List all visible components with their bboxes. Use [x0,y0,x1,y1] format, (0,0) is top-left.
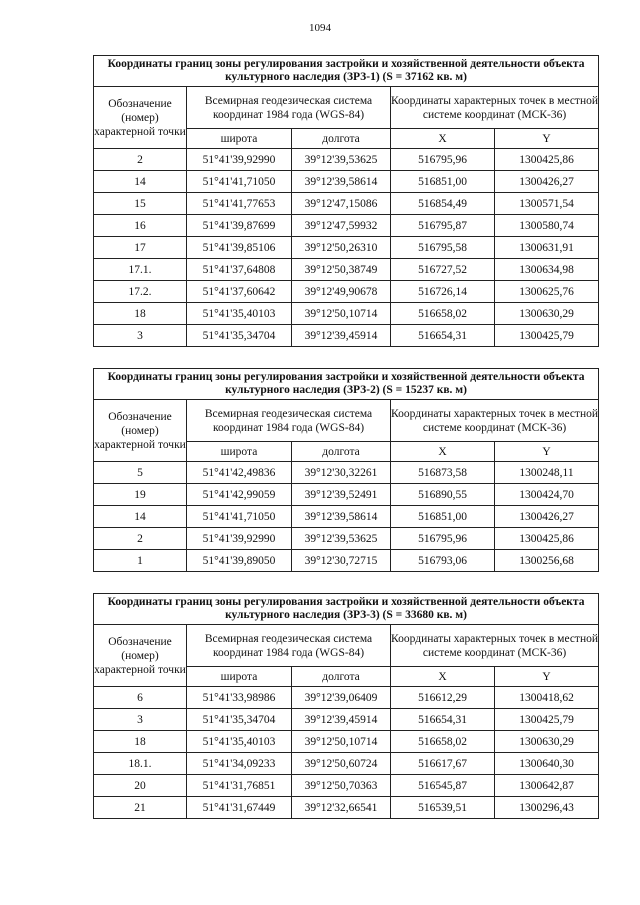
x-cell: 516854,49 [391,193,495,215]
table-row [94,303,599,325]
header-local-system: Координаты характерных точек в местной системе координат (МСК-36) [391,400,599,442]
table-row [94,797,599,819]
y-cell: 1300425,79 [495,709,599,731]
table-title: Координаты границ зоны регулирования застройки и хозяйственной деятельности объекта культурного наследия (ЗРЗ-3) (S = 33680 кв. м) [94,594,599,625]
y-cell: 1300571,54 [495,193,599,215]
x-cell: 516851,00 [391,171,495,193]
y-cell: 1300424,70 [495,484,599,506]
longitude-cell: 39°12'39,52491 [292,484,391,506]
table-row [94,687,599,709]
table-row [94,215,599,237]
x-cell: 516795,87 [391,215,495,237]
table-row [94,259,599,281]
latitude-cell: 51°41'35,40103 [187,303,292,325]
y-cell: 1300642,87 [495,775,599,797]
point-id-cell: 14 [94,171,187,193]
header-wgs84: Всемирная геодезическая система координат 1984 года (WGS-84) [187,87,391,129]
x-cell: 516658,02 [391,303,495,325]
latitude-cell: 51°41'39,92990 [187,149,292,171]
y-cell: 1300630,29 [495,731,599,753]
point-id-cell: 5 [94,462,187,484]
point-id-cell: 16 [94,215,187,237]
point-id-cell: 6 [94,687,187,709]
longitude-cell: 39°12'39,53625 [292,149,391,171]
x-cell: 516654,31 [391,709,495,731]
header-wgs84: Всемирная геодезическая система координат 1984 года (WGS-84) [187,400,391,442]
latitude-cell: 51°41'34,09233 [187,753,292,775]
latitude-cell: 51°41'35,40103 [187,731,292,753]
table-row [94,731,599,753]
header-longitude: долгота [292,129,391,149]
longitude-cell: 39°12'30,72715 [292,550,391,572]
x-cell: 516612,29 [391,687,495,709]
point-id-cell: 15 [94,193,187,215]
longitude-cell: 39°12'50,10714 [292,731,391,753]
table-row [94,281,599,303]
longitude-cell: 39°12'39,45914 [292,709,391,731]
table-row [94,462,599,484]
point-id-cell: 1 [94,550,187,572]
latitude-cell: 51°41'31,76851 [187,775,292,797]
table-title: Координаты границ зоны регулирования застройки и хозяйственной деятельности объекта культурного наследия (ЗРЗ-2) (S = 15237 кв. м) [94,369,599,400]
point-id-cell: 2 [94,149,187,171]
table-row [94,709,599,731]
header-latitude: широта [187,442,292,462]
header-x: X [391,129,495,149]
x-cell: 516726,14 [391,281,495,303]
x-cell: 516793,06 [391,550,495,572]
table-row [94,775,599,797]
table-row [94,484,599,506]
header-local-system: Координаты характерных точек в местной системе координат (МСК-36) [391,625,599,667]
x-cell: 516795,58 [391,237,495,259]
x-cell: 516545,87 [391,775,495,797]
table-row [94,550,599,572]
header-x: X [391,442,495,462]
y-cell: 1300426,27 [495,506,599,528]
header-y: Y [495,667,599,687]
point-id-cell: 19 [94,484,187,506]
x-cell: 516617,67 [391,753,495,775]
header-y: Y [495,442,599,462]
table-row [94,325,599,347]
table-row [94,149,599,171]
longitude-cell: 39°12'39,58614 [292,506,391,528]
coordinates-table-zrz-2 [93,368,599,572]
x-cell: 516795,96 [391,149,495,171]
point-id-cell: 17 [94,237,187,259]
page-number: 1094 [309,22,331,34]
longitude-cell: 39°12'32,66541 [292,797,391,819]
header-longitude: долгота [292,442,391,462]
table-row [94,237,599,259]
coordinates-table-zrz-3 [93,593,599,819]
longitude-cell: 39°12'47,59932 [292,215,391,237]
header-longitude: долгота [292,667,391,687]
latitude-cell: 51°41'41,77653 [187,193,292,215]
longitude-cell: 39°12'50,38749 [292,259,391,281]
table-title: Координаты границ зоны регулирования застройки и хозяйственной деятельности объекта культурного наследия (ЗРЗ-1) (S = 37162 кв. м) [94,56,599,87]
y-cell: 1300634,98 [495,259,599,281]
header-designation: Обозначение (номер) характерной точки [94,625,187,687]
x-cell: 516873,58 [391,462,495,484]
longitude-cell: 39°12'50,60724 [292,753,391,775]
latitude-cell: 51°41'35,34704 [187,325,292,347]
longitude-cell: 39°12'47,15086 [292,193,391,215]
y-cell: 1300418,62 [495,687,599,709]
y-cell: 1300425,86 [495,149,599,171]
point-id-cell: 3 [94,325,187,347]
longitude-cell: 39°12'39,58614 [292,171,391,193]
point-id-cell: 14 [94,506,187,528]
x-cell: 516658,02 [391,731,495,753]
table-row [94,193,599,215]
longitude-cell: 39°12'50,70363 [292,775,391,797]
header-latitude: широта [187,667,292,687]
x-cell: 516539,51 [391,797,495,819]
header-latitude: широта [187,129,292,149]
longitude-cell: 39°12'30,32261 [292,462,391,484]
point-id-cell: 21 [94,797,187,819]
point-id-cell: 18.1. [94,753,187,775]
point-id-cell: 18 [94,731,187,753]
longitude-cell: 39°12'39,06409 [292,687,391,709]
latitude-cell: 51°41'37,60642 [187,281,292,303]
point-id-cell: 18 [94,303,187,325]
table-row [94,506,599,528]
y-cell: 1300256,68 [495,550,599,572]
y-cell: 1300426,27 [495,171,599,193]
x-cell: 516727,52 [391,259,495,281]
latitude-cell: 51°41'31,67449 [187,797,292,819]
table-row [94,171,599,193]
y-cell: 1300625,76 [495,281,599,303]
table-row [94,753,599,775]
y-cell: 1300631,91 [495,237,599,259]
latitude-cell: 51°41'42,99059 [187,484,292,506]
table-row [94,528,599,550]
y-cell: 1300296,43 [495,797,599,819]
header-x: X [391,667,495,687]
x-cell: 516851,00 [391,506,495,528]
point-id-cell: 3 [94,709,187,731]
latitude-cell: 51°41'41,71050 [187,171,292,193]
longitude-cell: 39°12'39,45914 [292,325,391,347]
x-cell: 516654,31 [391,325,495,347]
y-cell: 1300640,30 [495,753,599,775]
longitude-cell: 39°12'39,53625 [292,528,391,550]
y-cell: 1300580,74 [495,215,599,237]
point-id-cell: 20 [94,775,187,797]
latitude-cell: 51°41'33,98986 [187,687,292,709]
y-cell: 1300425,86 [495,528,599,550]
x-cell: 516795,96 [391,528,495,550]
point-id-cell: 17.2. [94,281,187,303]
x-cell: 516890,55 [391,484,495,506]
latitude-cell: 51°41'42,49836 [187,462,292,484]
latitude-cell: 51°41'41,71050 [187,506,292,528]
latitude-cell: 51°41'39,87699 [187,215,292,237]
header-local-system: Координаты характерных точек в местной системе координат (МСК-36) [391,87,599,129]
header-designation: Обозначение (номер) характерной точки [94,87,187,149]
latitude-cell: 51°41'39,85106 [187,237,292,259]
header-wgs84: Всемирная геодезическая система координат 1984 года (WGS-84) [187,625,391,667]
latitude-cell: 51°41'39,92990 [187,528,292,550]
coordinates-table-zrz-1 [93,55,599,347]
y-cell: 1300630,29 [495,303,599,325]
latitude-cell: 51°41'39,89050 [187,550,292,572]
latitude-cell: 51°41'37,64808 [187,259,292,281]
longitude-cell: 39°12'49,90678 [292,281,391,303]
point-id-cell: 2 [94,528,187,550]
header-designation: Обозначение (номер) характерной точки [94,400,187,462]
y-cell: 1300425,79 [495,325,599,347]
longitude-cell: 39°12'50,10714 [292,303,391,325]
y-cell: 1300248,11 [495,462,599,484]
longitude-cell: 39°12'50,26310 [292,237,391,259]
point-id-cell: 17.1. [94,259,187,281]
header-y: Y [495,129,599,149]
latitude-cell: 51°41'35,34704 [187,709,292,731]
